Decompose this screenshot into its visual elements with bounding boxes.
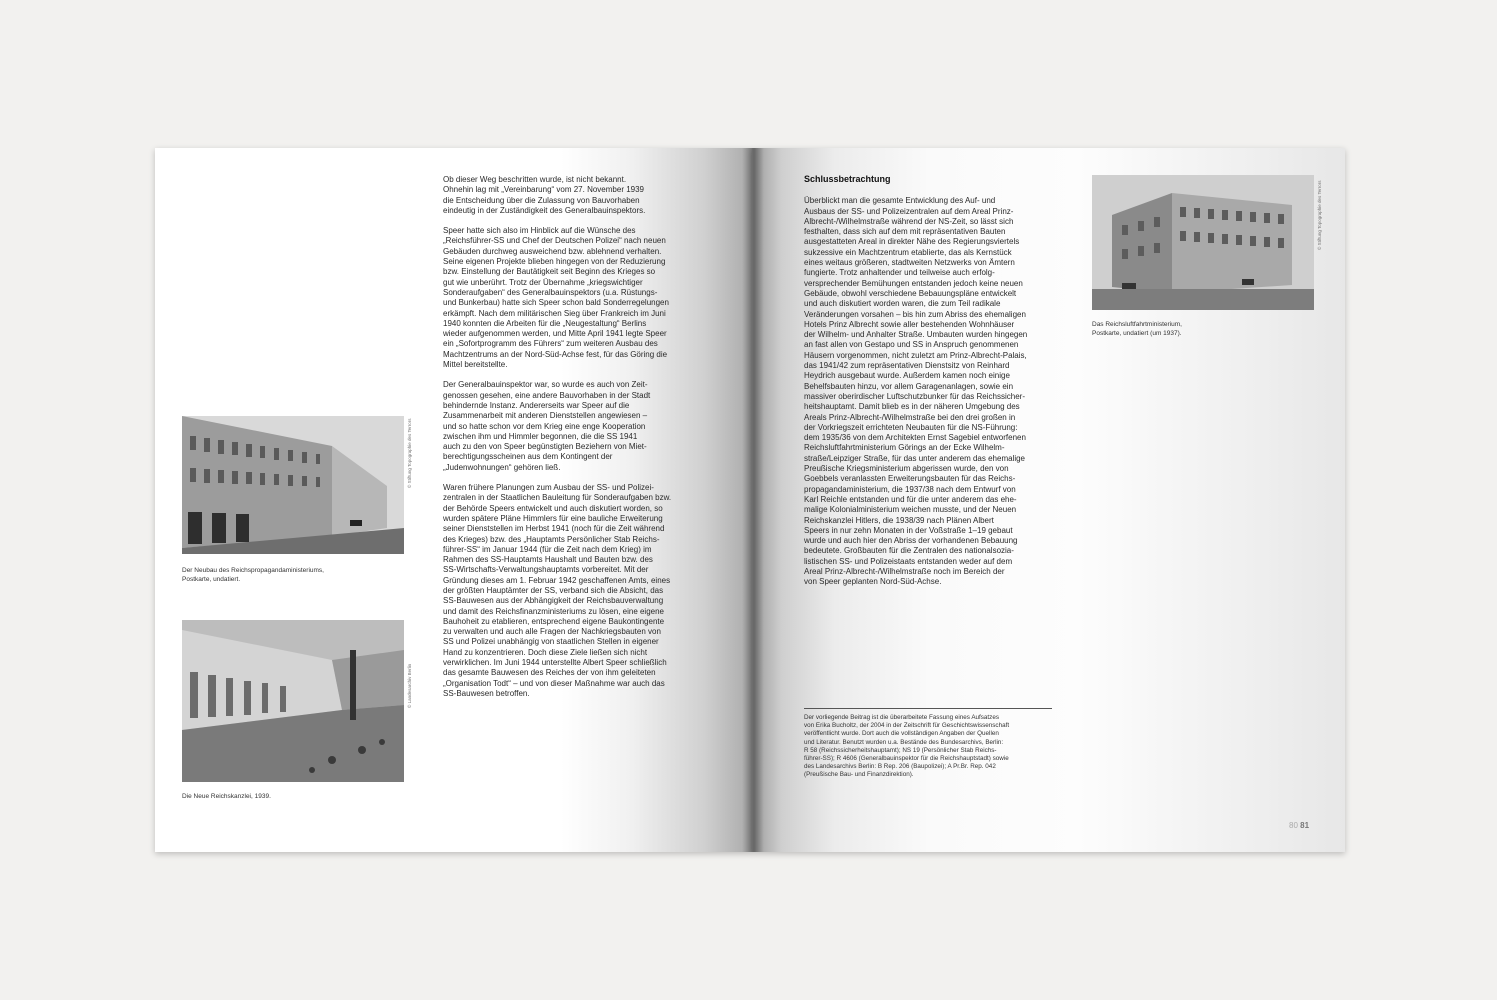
- photo-air-ministry: [1092, 175, 1314, 310]
- photo3-credit: © Stiftung Topographie des Terrors: [1317, 180, 1322, 250]
- photo1-caption: Der Neubau des Reichspropagandaministeriums, Postkarte, undatiert.: [182, 567, 324, 583]
- page-number-right: 81: [1300, 821, 1310, 830]
- page-number-left: 80: [1289, 821, 1298, 830]
- photo-reich-chancellery: [182, 620, 404, 782]
- building-photo-2: [182, 620, 404, 782]
- closing-paragraph: Überblickt man die gesamte Entwicklung des Auf- und Ausbaus der SS- und Polizeizentralen auf dem Areal Prinz- Albrecht-/Wilhelmstraße während der NS-Zeit, so lässt sich festhalten, dass sich auf dem mit repräsentativen Bauten ausgestatteten Areal in direkter Nähe des Regierungsviertels sukzessive ein Machtzentrum etablierte, das als Kernstück eines weitaus größeren, stadtweiten Netzwerks von Ämtern fungierte. Trotz anhaltender und teilweise auch erfolg- versprechender Bemühungen entstanden jedoch keine neuen Gebäude, obwohl verschiedene Bebauungspläne entwickelt und auch diskutiert worden waren, die zum Teil radikale Veränderungen vorsahen – bis hin zum Abriss des ehemaligen Hotels Prinz Albrecht sowie aller bestehenden Wohnhäuser der Wilhelm- und Anhalter Straße. Umbauten wurden hingegen an fast allen von Gestapo und SS in Anspruch genommenen Häusern vorgenommen, nicht zuletzt am Prinz-Albrecht-Palais, das 1941/42 zum repräsentativen Dienstsitz von Reinhard Heydrich ausgebaut wurde. Außerdem kamen noch einige Behelfsbauten hinzu, vor allem Garagenanlagen, sowie ein massiver oberirdischer Luftschutzbunker für das Reichssicher- heitshauptamt. Damit blieb es in der näheren Umgebung des Areals Prinz-Albrecht-/Wilhelmstraße bei den drei großen in der Vorkriegszeit errichteten Neubauten für die NS-Führung: dem 1935/36 von dem Architekten Ernst Sagebiel entworfenen Reichsluftfahrtministerium Görings an der Ecke Wilhelm- straße/Leipziger Straße, für das unter anderem das ehemalige Preußische Kriegsministerium abgerissen wurde, den von Goebbels veranlassten Erweiterungsbauten für das Reichs- propagandaministerium, die 1937/38 nach dem Entwurf von Karl Reichle entstanden und für die unter anderem das ehe- malige Kolonialministerium weichen musste, und der Neuen Reichskanzlei Hitlers, die 1938/39 nach Plänen Albert Speers in nur zehn Monaten in der Voßstraße 1–19 gebaut wurde und auch hier den Abriss der vorhandenen Bebauung bedeutete. Großbauten für die Zentralen des nationalsozia- listischen SS- und Polizeistaats entstanden weder auf dem Areal Prinz-Albrecht-/Wilhelmstraße noch im Bereich der von Speer geplanten Nord-Süd-Achse.: [804, 196, 1028, 587]
- book-gutter: [742, 148, 764, 852]
- right-text-column: [804, 174, 1054, 598]
- photo1-credit: © Stiftung Topographie des Terrors: [407, 418, 412, 488]
- paragraph-2: Speer hatte sich also im Hinblick auf die Wünsche des „Reichsführer-SS und Chef der Deutschen Polizei“ nach neuen Gebäuden durchweg ausweichend bzw. ablehnend verhalten. Seine eigenen Projekte blieben hingegen von der Reduzierung bzw. Einstellung der Bautätigkeit seit Beginn des Krieges so gut wie unberührt. Trotz der Übernahme „kriegswichtiger Sonderaufgaben“ des Generalbauinspektors (u.a. Rüstungs- und Bunkerbau) hatte sich Speer schon bald Sonderregelungen erkämpft. Nach dem militärischen Sieg über Frankreich im Juni 1940 konnten die Arbeiten für die „Neugestaltung“ Berlins wieder aufgenommen werden, und Mitte April 1941 legte Speer ein „Sofortprogramm des Führers“ zum weiteren Ausbau des Machtzentrums an der Nord-Süd-Achse fest, für das Göring die Mittel bereitstellte.: [443, 226, 669, 370]
- left-page: [155, 148, 752, 852]
- building-photo-1: [182, 416, 404, 554]
- photo-propaganda-ministry: [182, 416, 404, 554]
- footnote-divider: [804, 708, 1052, 709]
- paragraph-1: Ob dieser Weg beschritten wurde, ist nicht bekannt. Ohnehin lag mit „Vereinbarung“ vom 27. November 1939 die Entscheidung über die Zulassung von Bauvorhaben eindeutig in der Zuständigkeit des Generalbauinspektors.: [443, 175, 646, 215]
- building-photo-3: [1092, 175, 1314, 310]
- page-numbers: [1289, 821, 1309, 830]
- left-text-column: [443, 175, 693, 709]
- footnote: Der vorliegende Beitrag ist die überarbeitete Fassung eines Aufsatzes von Erika Bucholtz, der 2004 in der Zeitschrift für Geschichtswissenschaft veröffentlicht wurde. Dort auch die vollständigen Angaben der Quellen und Literatur. Benutzt wurden u.a. Bestände des Bundesarchivs, Berlin: R 58 (Reichssicherheitshauptamt); NS 19 (Persönlicher Stab Reichs- führer-SS); R 4606 (Generalbauinspektor für die Reichshauptstadt) sowie des Landesarchivs Berlin: B Rep. 206 (Baupolizei); A Pr.Br. Rep. 042 (Preußische Bau- und Finanzdirektion).: [804, 714, 1010, 779]
- paragraph-3: Der Generalbauinspektor war, so wurde es auch von Zeit- genossen gesehen, eine andere Bauvorhaben in der Stadt behindernde Instanz. Andererseits war Speer auf die Zusammenarbeit mit anderen Dienststellen angewiesen – und so hatte schon vor dem Krieg eine enge Kooperation zwischen ihm und Himmler begonnen, die die SS 1941 auch zu den von Speer begünstigten Beziehern von Miet- berechtigungsscheinen aus dem Kontingent der „Judenwohnungen“ gehören ließ.: [443, 380, 651, 472]
- paragraph-4: Waren frühere Planungen zum Ausbau der SS- und Polizei- zentralen in der Staatlichen Bauleitung für Sonderaufgaben bzw. der Behörde Speers entwickelt und auch diskutiert worden, so wurden spätere Pläne Himmlers für eine bauliche Erweiterung seiner Dienststellen im Herbst 1941 (noch für die Zeit während des Krieges) bzw. des „Hauptamts Persönlicher Stab Reichs- führer-SS“ im Januar 1944 (für die Zeit nach dem Krieg) im Rahmen des SS-Hauptamts Haushalt und Bauten bzw. des SS-Wirtschafts-Verwaltungshauptamts vorbereitet. Mit der Gründung dieses am 1. Februar 1942 geschaffenen Amts, eines der größten Hauptämter der SS, verband sich die Absicht, das SS-Bauwesen aus der Abhängigkeit der Reichsbauverwaltung und damit des Reichsfinanzministeriums zu lösen, eine eigene Bauhoheit zu etablieren, entsprechend eigene Baukontingente zu verwalten und auch alle Fragen der Nachkriegsbauten von SS und Polizei unabhängig von staatlichen Stellen in eigener Hand zu konzentrieren. Doch diese Ziele ließen sich nicht verwirklichen. Im Juni 1944 unterstellte Albert Speer schließlich das gesamte Bauwesen des Reiches der von ihm geleiteten „Organisation Todt“ – und von dieser Maßnahme war auch das SS-Bauwesen betroffen.: [443, 483, 672, 698]
- right-page: [752, 148, 1345, 852]
- section-heading: Schlussbetrachtung: [804, 174, 891, 184]
- photo2-caption: Die Neue Reichskanzlei, 1939.: [182, 793, 271, 800]
- photo2-credit: © Landesarchiv Berlin: [407, 663, 412, 708]
- photo3-caption: Das Reichsluftfahrtministerium, Postkarte, undatiert (um 1937).: [1092, 321, 1182, 337]
